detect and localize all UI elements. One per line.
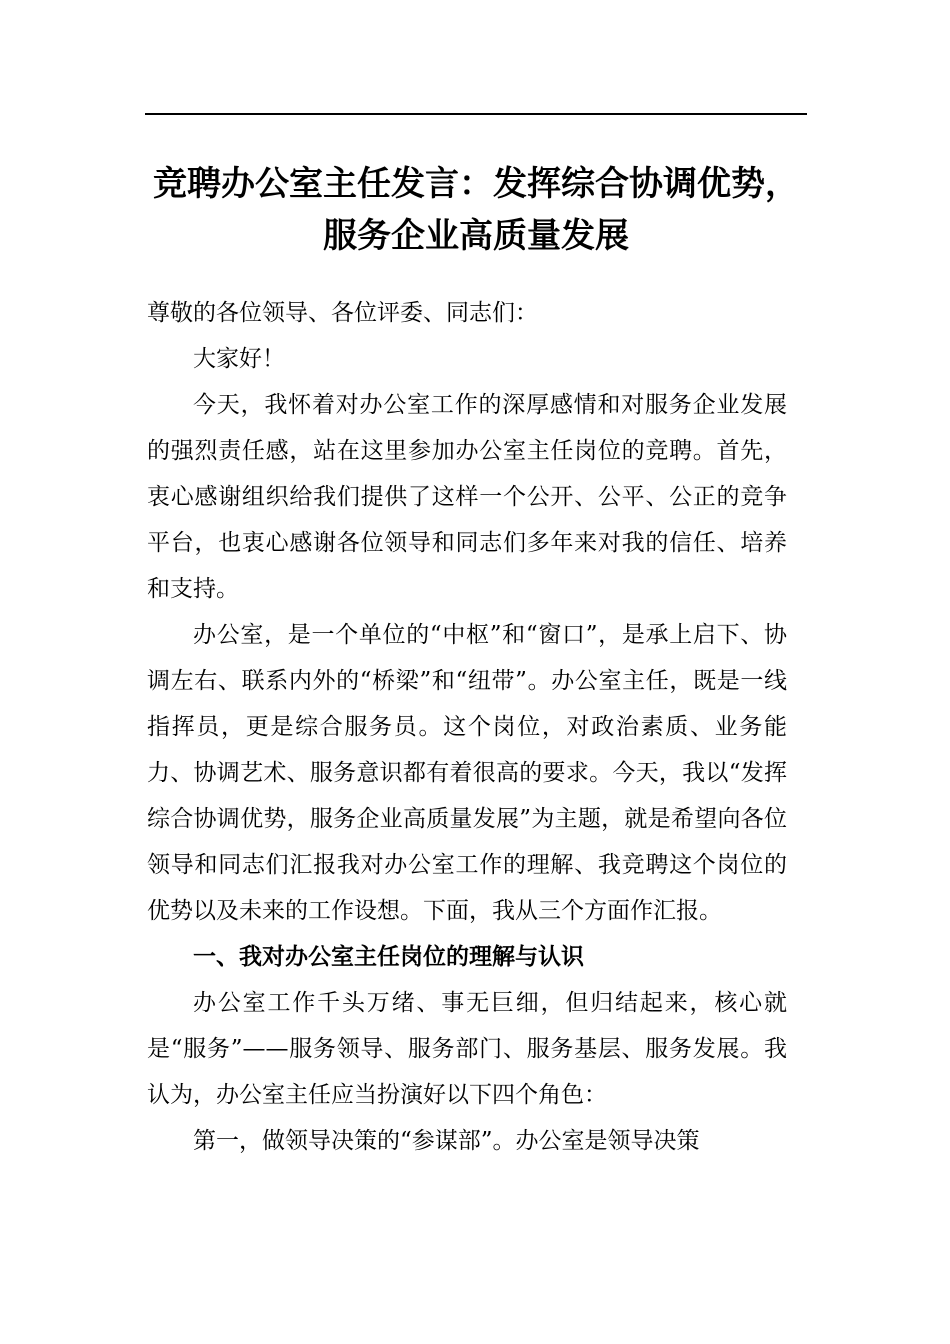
document-title: 竞聘办公室主任发言：发挥综合协调优势，服务企业高质量发展 [153,164,799,256]
paragraph: 第一，做领导决策的“参谋部”。办公室是领导决策 [193,1128,700,1154]
document-body [147,290,787,1164]
section-heading: 一、我对办公室主任岗位的理解与认识 [193,944,584,970]
paragraph: 办公室工作千头万绪、事无巨细，但归结起来，核心就是“服务”——服务领导、服务部门、服务基层、服务发展。我认为，办公室主任应当扮演好以下四个角色： [147,990,787,1108]
greeting: 大家好！ [193,346,285,372]
header-rule [145,113,807,115]
paragraph: 办公室，是一个单位的“中枢”和“窗口”，是承上启下、协调左右、联系内外的“桥梁”和“纽带”。办公室主任，既是一线指挥员，更是综合服务员。这个岗位，对政治素质、业务能力、协调艺术、服务意识都有着很高的要求。今天，我以“发挥综合协调优势，服务企业高质量发展”为主题，就是希望向各位领导和同志们汇报我对办公室工作的理解、我竞聘这个岗位的优势以及未来的工作设想。下面，我从三个方面作汇报。 [147,622,787,924]
salutation: 尊敬的各位领导、各位评委、同志们： [147,300,538,326]
paragraph: 今天，我怀着对办公室工作的深厚感情和对服务企业发展的强烈责任感，站在这里参加办公室主任岗位的竞聘。首先，衷心感谢组织给我们提供了这样一个公开、公平、公正的竞争平台，也衷心感谢各位领导和同志们多年来对我的信任、培养和支持。 [147,392,787,602]
